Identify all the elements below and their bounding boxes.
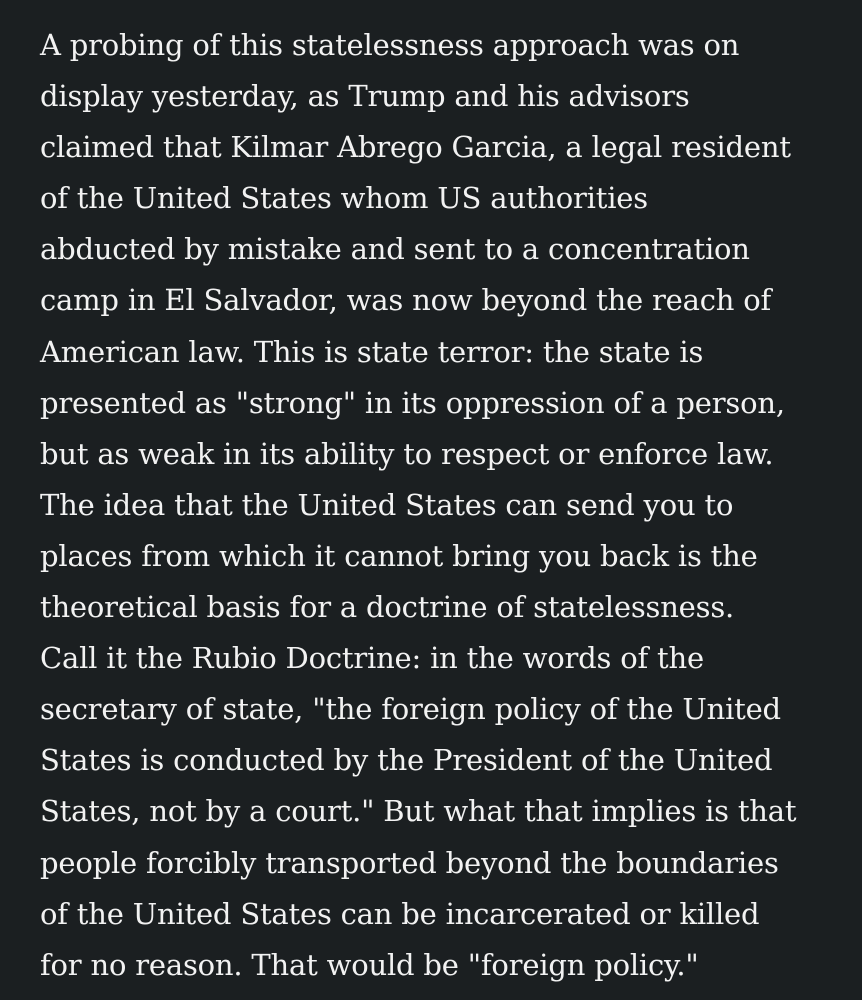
paragraph-line-13: Call it the Rubio Doctrine: in the words of the: [40, 641, 704, 676]
paragraph-line-16: States, not by a court." But what that implies is that: [40, 794, 797, 829]
paragraph-line-7: American law. This is state terror: the state is: [40, 334, 704, 369]
paragraph-line-12: theoretical basis for a doctrine of statelessness.: [40, 590, 735, 625]
paragraph-line-5: abducted by mistake and sent to a concentration: [40, 232, 750, 267]
paragraph-line-14: secretary of state, "the foreign policy of the United: [40, 692, 781, 727]
article-paragraph: [40, 20, 842, 991]
paragraph-line-1: A probing of this statelessness approach was on: [40, 28, 740, 62]
paragraph-line-8: presented as "strong" in its oppression of a person,: [40, 385, 785, 420]
paragraph-line-6: camp in El Salvador, was now beyond the reach of: [40, 283, 772, 318]
paragraph-line-4: of the United States whom US authorities: [40, 181, 648, 216]
paragraph-line-18: of the United States can be incarcerated or killed: [40, 896, 760, 931]
paragraph-line-11: places from which it cannot bring you back is the: [40, 538, 758, 573]
paragraph-line-9: but as weak in its ability to respect or enforce law.: [40, 436, 774, 471]
paragraph-line-15: States is conducted by the President of the United: [40, 743, 773, 778]
paragraph-line-2: display yesterday, as Trump and his advisors: [40, 79, 690, 114]
paragraph-line-17: people forcibly transported beyond the boundaries: [40, 845, 779, 880]
paragraph-line-19: for no reason. That would be "foreign policy.": [40, 947, 699, 982]
paragraph-line-3: claimed that Kilmar Abrego Garcia, a legal resident: [40, 130, 791, 165]
paragraph-line-10: The idea that the United States can send you to: [40, 487, 734, 522]
